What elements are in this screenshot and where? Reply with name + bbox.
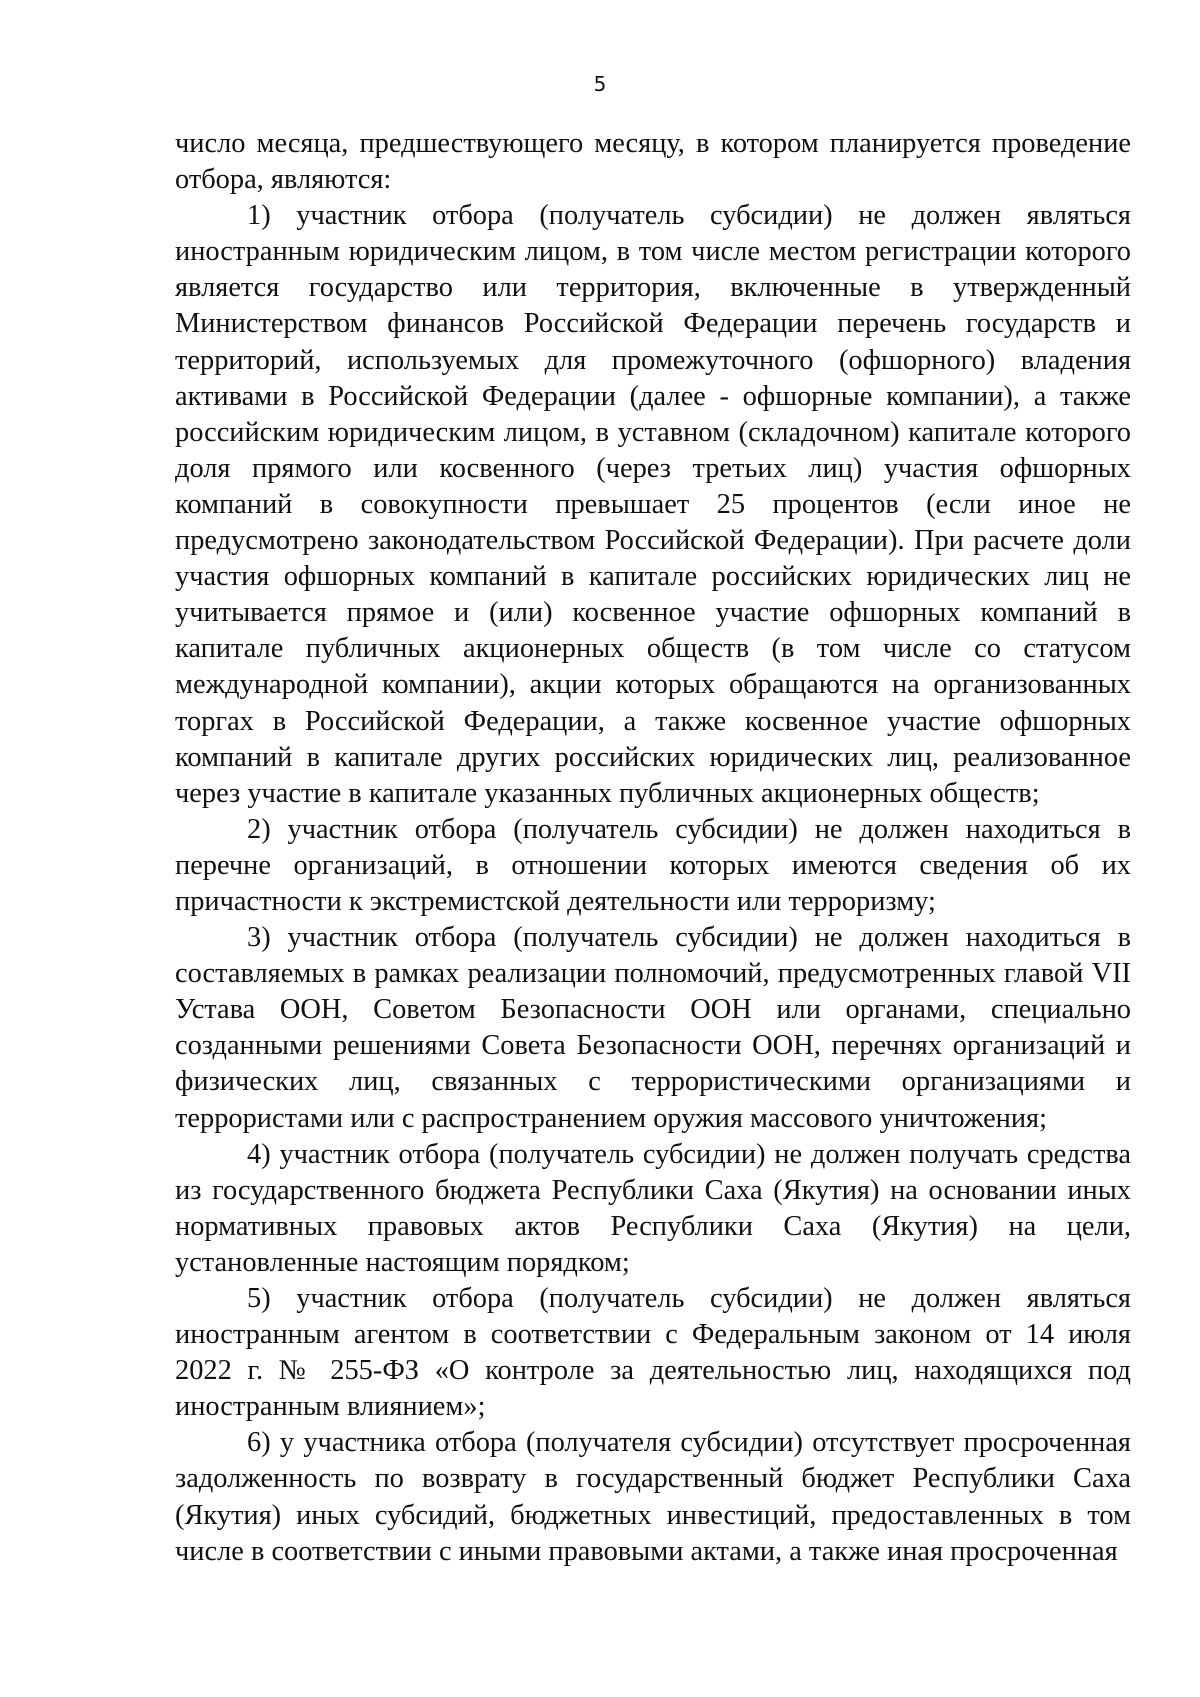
paragraph-item-1: 1) участник отбора (получатель субсидии) не должен являться иностранным юридическим лицом, в том числе местом регистрации которого является государство или территория, включенные в утвержденный Министерством финансов Российской Федерации перечень государств и территорий, используемых для промежуточного (офшорного) владения активами в Российской Федерации (далее - офшорные компании), а также российским юридическим лицом, в уставном (складочном) капитале которого доля прямого или косвенного (через третьих лиц) участия офшорных компаний в совокупности превышает 25 процентов (если иное не предусмотрено законодательством Российской Федерации). При расчете доли участия офшорных компаний в капитале российских юридических лиц не учитывается прямое и (или) косвенное участие офшорных компаний в капитале публичных акционерных обществ (в том числе со статусом международной компании), акции которых обращаются на организованных торгах в Российской Федерации, а также косвенное участие офшорных компаний в капитале других российских юридических лиц, реализованное через участие в капитале указанных публичных акционерных обществ;: [175, 200, 1131, 809]
paragraph-item-5: 5) участник отбора (получатель субсидии) не должен являться иностранным агентом в соответствии с Федеральным законом от 14 июля 2022 г. № 255-ФЗ «О контроле за деятельностью лиц, находящихся под иностранным влиянием»;: [175, 1283, 1131, 1423]
page-number: 5: [593, 72, 607, 96]
paragraph-item-2: 2) участник отбора (получатель субсидии) не должен находиться в перечне организаций, в отношении которых имеются сведения об их причастности к экстремистской деятельности или терроризму;: [175, 813, 1131, 917]
document-body: [175, 126, 1131, 1570]
paragraph-item-4: 4) участник отбора (получатель субсидии) не должен получать средства из государственного бюджета Республики Саха (Якутия) на основании иных нормативных правовых актов Республики Саха (Якутия) на цели, установленные настоящим порядком;: [175, 1138, 1131, 1278]
paragraph-item-6: 6) у участника отбора (получателя субсидии) отсутствует просроченная задолженность по возврату в государственный бюджет Республики Саха (Якутия) иных субсидий, бюджетных инвестиций, предоставленных в том числе в соответствии с иными правовыми актами, а также иная просроченная: [175, 1427, 1131, 1567]
paragraph-item-3: 3) участник отбора (получатель субсидии) не должен находиться в составляемых в рамках реализации полномочий, предусмотренных главой VII Устава ООН, Советом Безопасности ООН или органами, специально созданными решениями Совета Безопасности ООН, перечнях организаций и физических лиц, связанных с террористическими организациями и террористами или с распространением оружия массового уничтожения;: [175, 922, 1131, 1134]
paragraph-continuation: число месяца, предшествующего месяцу, в котором планируется проведение отбора, являются:: [175, 128, 1131, 196]
